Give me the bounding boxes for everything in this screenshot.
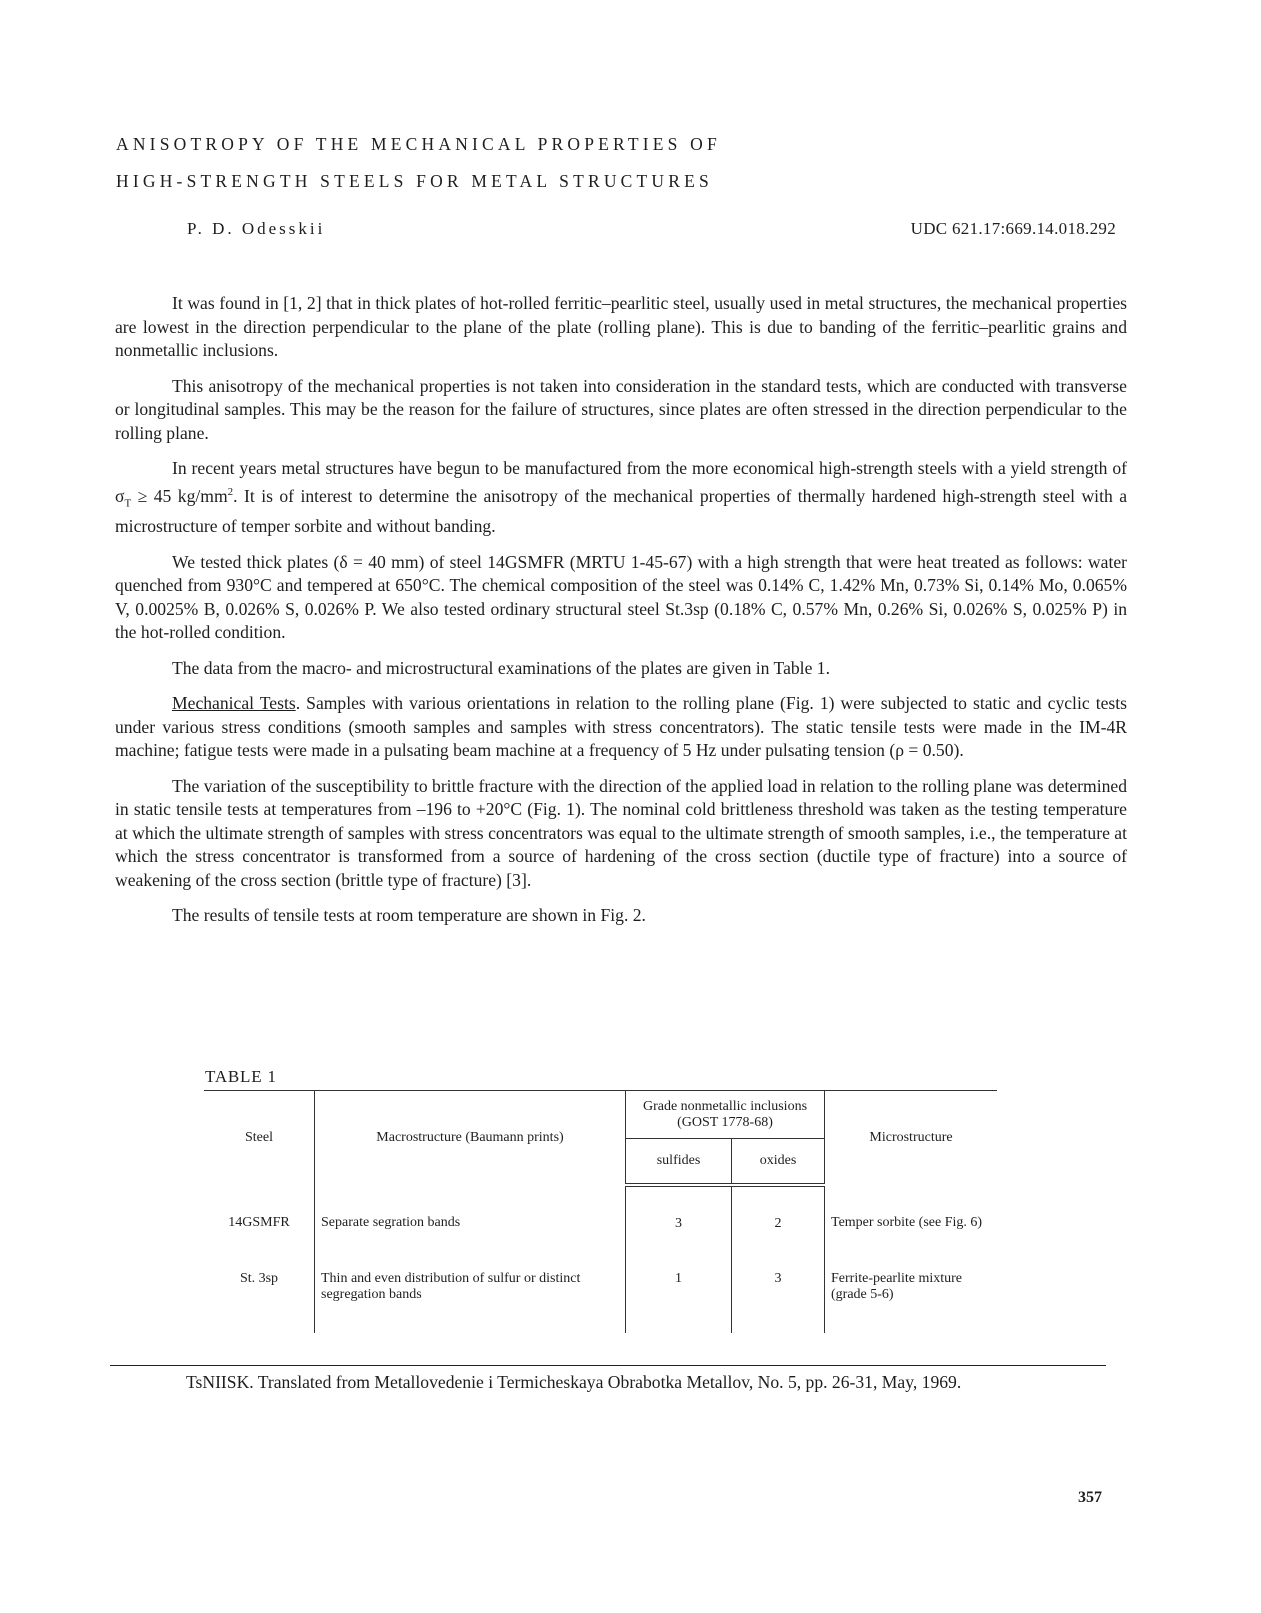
paragraph-7: The variation of the susceptibility to brittle fracture with the direction of the applied load in relation to the rolling plane was determined in static tensile tests at temperatures from –196 to +20°C (Fig. 1). The nominal cold brittleness threshold was taken as the testing temperature at which the ultimate strength of samples with stress concentrators was equal to the ultimate strength of smooth samples, i.e., the temperature at which the stress concentrator is transformed from a source of hardening of the cross section (ductile type of fracture) into a source of weakening of the cross section (brittle type of fracture) [3]. [115,775,1127,890]
paragraph-6-text: . Samples with various orientations in relation to the rolling plane (Fig. 1) were subjected to static and cyclic tests under various stress conditions (smooth samples and samples with stress concentrators). The static tensile tests were made in the IM-4R machine; fatigue tests were made in a pulsating beam machine at a frequency of 5 Hz under pulsating tension (ρ = 0.50). [115,693,1127,761]
sigma-subscript: T [124,496,132,509]
paragraph-1: It was found in [1, 2] that in thick plates of hot-rolled ferritic–pearlitic steel, usually used in metal structures, the mechanical properties are lowest in the direction perpendicular to the plane of the plate (rolling plane). This is due to banding of the ferritic–pearlitic grains and nonmetallic inclusions. [115,293,1127,360]
table-row [204,1185,997,1261]
row-1-macrostructure: Separate segration bands [315,1185,626,1261]
row-1-oxides: 2 [732,1185,825,1261]
paragraph-2: This anisotropy of the mechanical properties is not taken into consideration in the standard tests, which are conducted with transverse or longitudinal samples. This may be the reason for the failure of structures, since plates are often stressed in the direction perpendicular to the rolling plane. [115,375,1127,443]
footnote-text: TsNIISK. Translated from Metallovedenie i Termicheskaya Obrabotka Metallov, No. 5, pp. 26-31, May, 1969. [186,1372,962,1392]
header-sulfides: sulfides [626,1139,732,1185]
footnote-rule [110,1365,1106,1366]
paragraph-3-part-b: ≥ 45 kg/mm [131,485,228,506]
header-macrostructure: Macrostructure (Baumann prints) [315,1091,626,1185]
header-microstructure: Microstructure [825,1091,998,1185]
row-1-microstructure: Temper sorbite (see Fig. 6) [825,1185,998,1261]
row-2-macrostructure: Thin and even distribution of sulfur or distinct segregation bands [315,1261,626,1333]
header-oxides: oxides [732,1139,825,1185]
paper-title-line-1: ANISOTROPY OF THE MECHANICAL PROPERTIES OF [116,134,721,154]
section-heading-mechanical-tests: Mechanical Tests [172,693,296,714]
paper-title-line-2: HIGH-STRENGTH STEELS FOR METAL STRUCTURES [116,171,713,191]
header-grade-inclusions: Grade nonmetallic inclusions (GOST 1778-68) [626,1091,825,1139]
row-2-oxides: 3 [732,1261,825,1333]
table-1 [204,1090,997,1333]
header-steel: Steel [204,1091,315,1185]
paragraph-3 [115,457,1127,539]
row-1-sulfides: 3 [626,1185,732,1261]
paragraph-6 [115,692,1127,763]
table-label: TABLE 1 [205,1067,277,1086]
udc-code: UDC 621.17:669.14.018.292 [910,219,1116,238]
row-2-microstructure: Ferrite-pearlite mixture (grade 5-6) [825,1261,998,1333]
unit-superscript: 2 [227,485,234,498]
row-2-steel: St. 3sp [239,1270,279,1286]
table-row [204,1261,997,1333]
paragraph-3-part-a: In recent years metal structures have begun to be manufactured from the more economical high-strength steels with a yield strength of σ [115,458,1127,506]
row-2-sulfides: 1 [626,1261,732,1333]
author: P. D. Odesskii [187,219,326,238]
body-text [115,292,1127,940]
paragraph-4: We tested thick plates (δ = 40 mm) of steel 14GSMFR (MRTU 1-45-67) with a high strength that were heat treated as follows: water quenched from 930°C and tempered at 650°C. The chemical composition of the steel was 0.14% C, 1.42% Mn, 0.73% Si, 0.14% Mo, 0.065% V, 0.0025% B, 0.026% S, 0.026% P. We also tested ordinary structural steel St.3sp (0.18% C, 0.57% Mn, 0.26% Si, 0.026% S, 0.025% P) in the hot-rolled condition. [115,551,1127,643]
paragraph-5: The data from the macro- and microstructural examinations of the plates are given in Table 1. [172,657,830,678]
paragraph-3-part-c: . It is of interest to determine the anisotropy of the mechanical properties of thermally hardened high-strength steel with a microstructure of temper sorbite and without banding. [115,485,1128,537]
paragraph-8: The results of tensile tests at room temperature are shown in Fig. 2. [172,905,646,926]
page-number: 357 [1078,1489,1102,1506]
footnote [114,1371,1104,1395]
row-1-steel: 14GSMFR [228,1214,290,1230]
